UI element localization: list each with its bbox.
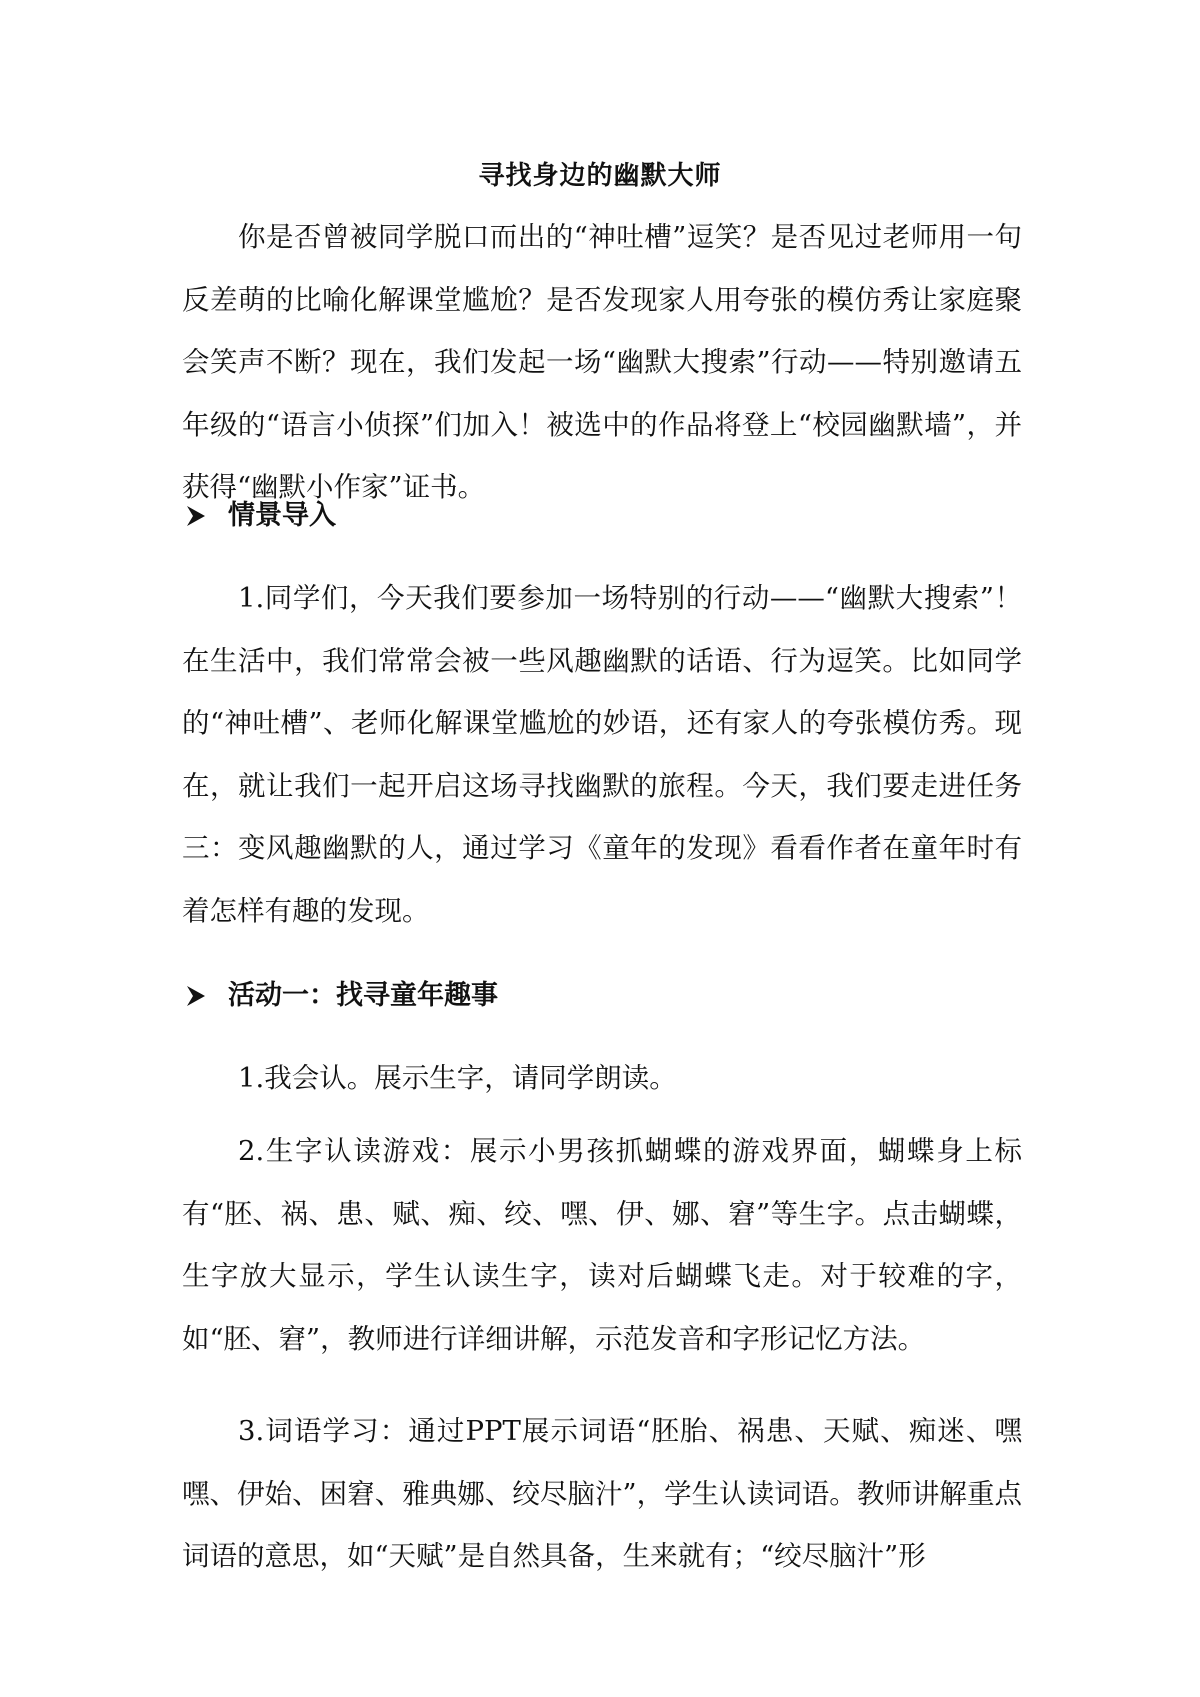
- activity-paragraph-1: 1.我会认。展示生字，请同学朗读。: [238, 1062, 677, 1094]
- intro-paragraph: 你是否曾被同学脱口而出的“神吐槽”逗笑？是否见过老师用一句反差萌的比喻化解课堂尴尬？是否发现家人用夸张的模仿秀让家庭聚会笑声不断？现在，我们发起一场“幽默大搜索”行动——特别邀请五年级的“语言小侦探”们加入！被选中的作品将登上“校园幽默墙”，并获得“幽默小作家”证书。: [182, 221, 1022, 503]
- scenario-paragraph-1: 1.同学们，今天我们要参加一场特别的行动——“幽默大搜索”！在生活中，我们常常会被一些风趣幽默的话语、行为逗笑。比如同学的“神吐槽”、老师化解课堂尴尬的妙语，还有家人的夸张模仿秀。现在，就让我们一起开启这场寻找幽默的旅程。今天，我们要走进任务三：变风趣幽默的人，通过学习《童年的发现》看看作者在童年时有着怎样有趣的发现。: [182, 582, 1022, 927]
- document-title: 寻找身边的幽默大师: [478, 161, 722, 191]
- section-heading-scenario: [182, 496, 1022, 536]
- arrowhead-bullet-icon: [186, 985, 206, 1007]
- section-heading-label: 活动一：找寻童年趣事: [228, 980, 498, 1011]
- section-heading-activity-one: [182, 976, 1022, 1016]
- arrowhead-bullet-icon: [186, 505, 206, 527]
- activity-paragraph-3: 3.词语学习：通过PPT展示词语“胚胎、祸患、天赋、痴迷、嘿嘿、伊始、困窘、雅典娜、绞尽脑汁”，学生认读词语。教师讲解重点词语的意思，如“天赋”是自然具备，生来就有；“绞尽脑汁”形: [182, 1415, 1022, 1572]
- activity-paragraph-2: 2.生字认读游戏：展示小男孩抓蝴蝶的游戏界面，蝴蝶身上标有“胚、祸、患、赋、痴、绞、嘿、伊、娜、窘”等生字。点击蝴蝶，生字放大显示，学生认读生字，读对后蝴蝶飞走。对于较难的字，如“胚、窘”，教师进行详细讲解，示范发音和字形记忆方法。: [182, 1135, 1022, 1355]
- section-heading-label: 情景导入: [228, 500, 336, 531]
